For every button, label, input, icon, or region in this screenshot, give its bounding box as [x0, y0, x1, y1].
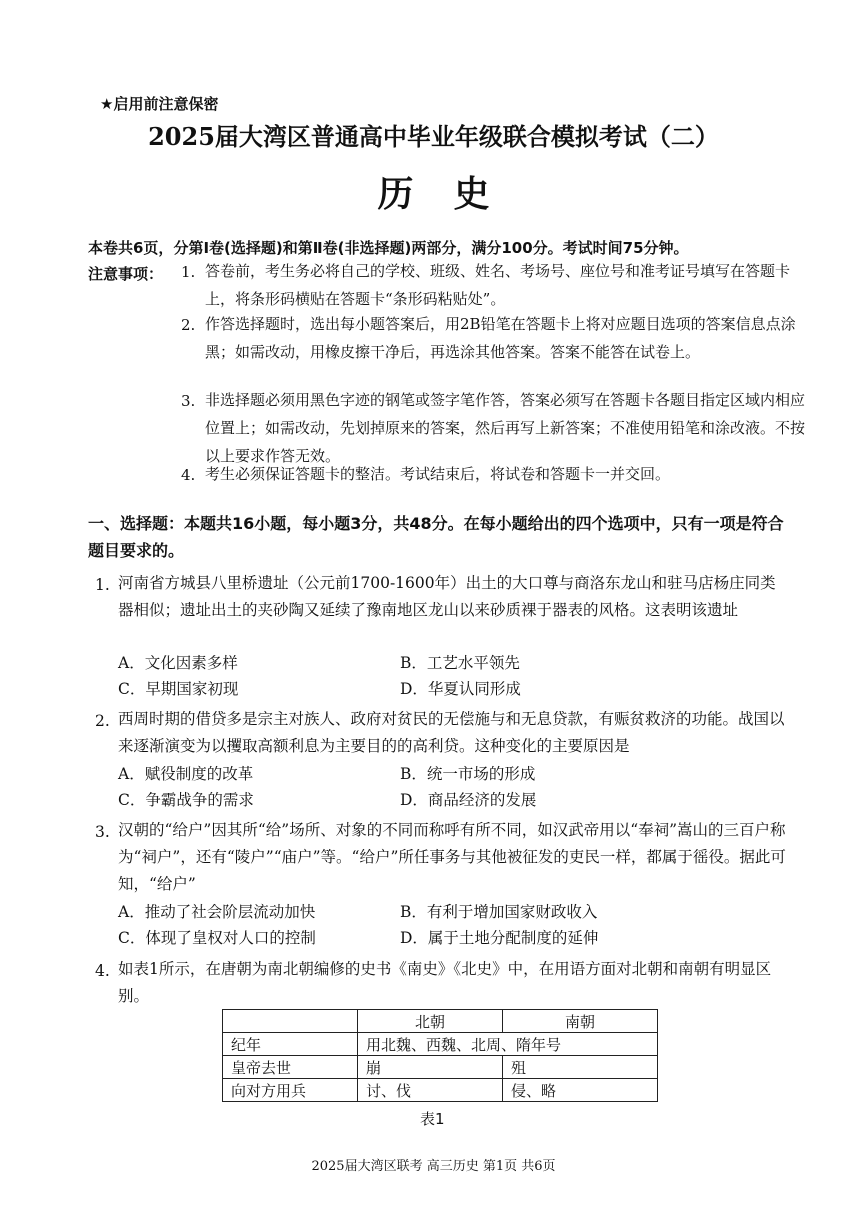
table-cell: 讨、伐 [358, 1079, 503, 1102]
note-text: 非选择题必须用黑色字迹的钢笔或签字笔作答，答案必须写在答题卡各题目指定区域内相应位置上；如需改动，先划掉原来的答案，然后再写上新答案；不准使用铅笔和涂改液。不按以上要求作答无效。 [205, 391, 806, 465]
note-text: 答卷前，考生务必将自己的学校、班级、姓名、考场号、座位号和准考证号填写在答题卡上，将条形码横贴在答题卡“条形码粘贴处”。 [205, 262, 791, 308]
table-cell: 皇帝去世 [223, 1056, 358, 1079]
page-footer: 2025届大湾区联考 高三历史 第1页 共6页 [311, 1159, 556, 1174]
table-cell [223, 1010, 358, 1033]
note-number: 2. [181, 316, 196, 334]
table-cell: 纪年 [223, 1033, 358, 1056]
exam-title: 2025届大湾区普通高中毕业年级联合模拟考试（二） [148, 122, 719, 151]
option-d: D．商品经济的发展 [400, 791, 537, 809]
table-cell: 用北魏、西魏、北周、隋年号 [358, 1033, 658, 1056]
section-heading: 一、选择题：本题共16小题，每小题3分，共48分。在每小题给出的四个选项中，只有一项是符合题目要求的。 [88, 514, 784, 560]
note-number: 1. [181, 263, 196, 281]
option-b: B．工艺水平领先 [400, 654, 520, 672]
question-text: 西周时期的借贷多是宗主对族人、政府对贫民的无偿施与和无息贷款，有赈贫救济的功能。战国以来逐渐演变为以攫取高额利息为主要目的的高利贷。这种变化的主要原因是 [118, 710, 785, 755]
question-text: 汉朝的“给户”因其所“给”场所、对象的不同而称呼有所不同，如汉武帝用以“奉祠”嵩山的三百户称为“祠户”，还有“陵户”“庙户”等。“给户”所任事务与其他被征发的吏民一样，都属于徭役。据此可知，“给户” [118, 821, 786, 893]
option-d: D．华夏认同形成 [400, 680, 521, 698]
note-text: 作答选择题时，选出每小题答案后，用2B铅笔在答题卡上将对应题目选项的答案信息点涂黑；如需改动，用橡皮擦干净后，再选涂其他答案。答案不能答在试卷上。 [205, 315, 796, 361]
note-number: 4. [181, 466, 196, 484]
table-caption: 表1 [420, 1110, 445, 1128]
question-text: 如表1所示，在唐朝为南北朝编修的史书《南史》《北史》中，在用语方面对北朝和南朝有明显区别。 [118, 960, 772, 1005]
table-cell: 侵、略 [503, 1079, 658, 1102]
table-row [223, 1056, 658, 1079]
option-c: C．体现了皇权对人口的控制 [118, 929, 316, 947]
note-number: 3. [181, 392, 196, 410]
question-number: 2. [95, 712, 110, 730]
table-header-cell: 北朝 [358, 1010, 503, 1033]
option-b: B．有利于增加国家财政收入 [400, 903, 598, 921]
option-a: A．推动了社会阶层流动加快 [118, 903, 316, 921]
table-cell: 殂 [503, 1056, 658, 1079]
note-text: 考生必须保证答题卡的整洁。考试结束后，将试卷和答题卡一并交回。 [205, 465, 671, 483]
question-number: 3. [95, 823, 110, 841]
option-b: B．统一市场的形成 [400, 765, 536, 783]
option-c: C．早期国家初现 [118, 680, 239, 698]
table-1 [222, 1009, 658, 1102]
table-header-cell: 南朝 [503, 1010, 658, 1033]
option-a: A．文化因素多样 [118, 654, 238, 672]
table-row [223, 1079, 658, 1102]
confidential-notice: ★启用前注意保密 [100, 95, 219, 113]
question-number: 1. [95, 576, 110, 594]
table-header-row [223, 1010, 658, 1033]
question-number: 4. [95, 962, 110, 980]
question-text: 河南省方城县八里桥遗址（公元前1700-1600年）出土的大口尊与商洛东龙山和驻马店杨庄同类器相似；遗址出土的夹砂陶又延续了豫南地区龙山以来砂质裸于器表的风格。这表明该遗址 [118, 574, 776, 619]
notes-label: 注意事项： [88, 265, 164, 283]
table-cell: 崩 [358, 1056, 503, 1079]
table-row [223, 1033, 658, 1056]
option-c: C．争霸战争的需求 [118, 791, 254, 809]
table-cell: 向对方用兵 [223, 1079, 358, 1102]
option-d: D．属于土地分配制度的延伸 [400, 929, 599, 947]
exam-intro: 本卷共6页，分第Ⅰ卷(选择题)和第Ⅱ卷(非选择题)两部分，满分100分。考试时间75分钟。 [88, 239, 689, 257]
option-a: A．赋役制度的改革 [118, 765, 254, 783]
subject-title: 历史 [377, 173, 530, 215]
